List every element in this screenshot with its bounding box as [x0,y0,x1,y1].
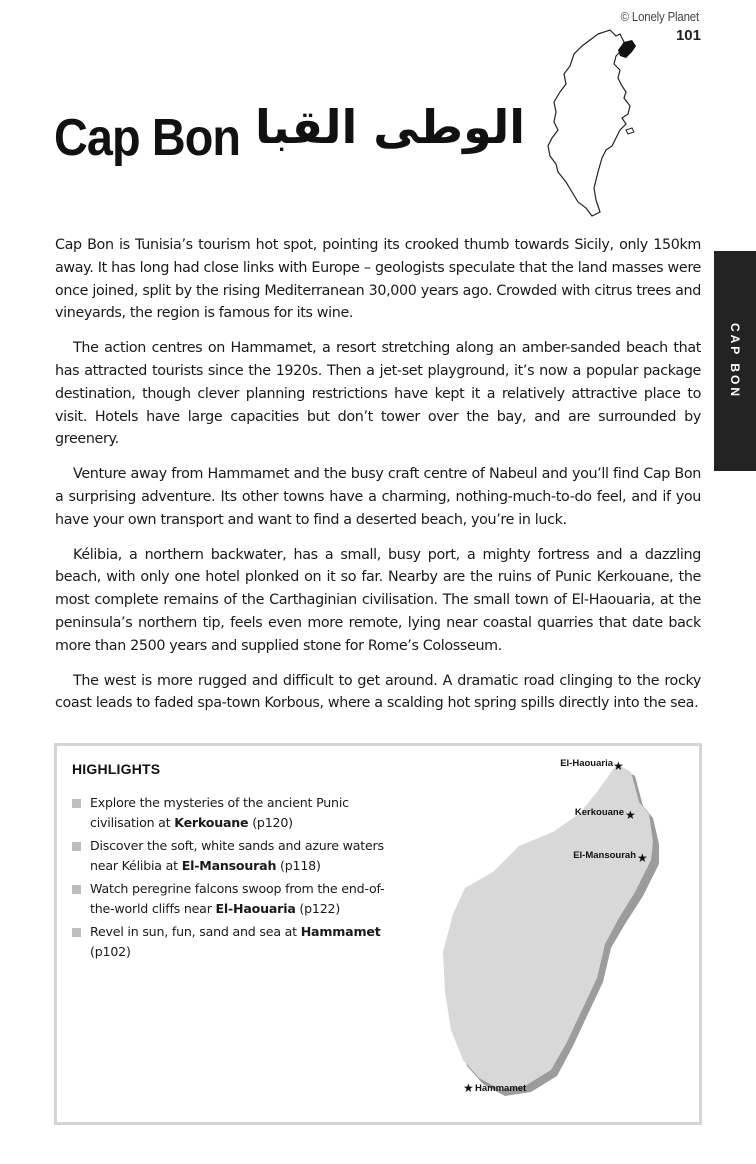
highlight-place: El-Haouaria [215,900,296,916]
label-el-haouaria [560,758,624,773]
bullet-icon [72,842,81,851]
paragraph-1: Cap Bon is Tunisia’s tourism hot spot, pointing its crooked thumb towards Sicily, only 150km away. It has long had close links with Europe – geologists speculate that the land masses were once joined, split by the rising Mediterranean 30,000 years ago. Crowded with citrus trees and vineyards, the region is famous for its wine. [55,237,701,322]
highlight-place: El-Mansourah [181,857,277,873]
side-tab-label: CAP BON [728,322,742,400]
chapter-title-arabic: الوطى القبا [255,100,525,154]
label-hammamet [463,1081,527,1095]
star-icon: ★ [637,851,648,865]
chapter-title: Cap Bon [54,109,241,167]
highlight-item [72,836,392,875]
copyright-notice: © Lonely Planet [620,9,699,24]
paragraph-3: Venture away from Hammamet and the busy craft centre of Nabeul and you’ll find Cap Bon a surprising adventure. Its other towns have a charming, nothing-much-to-do feel, and if you have your own transport and want to find a deserted beach, you’re in luck. [55,466,701,528]
tunisia-outline [548,30,630,216]
paragraph-2: The action centres on Hammamet, a resort stretching along an amber-sanded beach that has attracted tourists since the 1920s. Then a jet-set playground, it’s now a popular package destination, though clever planning restrictions have kept it a relatively attractive place to visit. Hotels have large capacities but don’t tower over the bay, and are surrounded by greenery. [55,340,701,448]
highlight-text: Revel in sun, fun, sand and sea at [90,924,301,939]
star-icon: ★ [613,759,624,773]
map-label-el-haouaria: El-Haouaria [560,758,613,769]
chapter-side-tab [714,251,756,471]
page-number: 101 [675,27,701,44]
highlights-list [72,793,392,965]
highlight-item [72,879,392,918]
bullet-icon [72,799,81,808]
highlight-page-ref: (p122) [295,900,341,916]
map-label-hammamet: Hammamet [475,1083,527,1094]
map-label-kerkouane: Kerkouane [574,807,624,818]
intro-text [55,234,701,727]
map-label-el-mansourah: El-Mansourah [573,850,636,861]
cap-bon-map [397,746,697,1122]
paragraph-5: The west is more rugged and difficult to get around. A dramatic road clinging to the rocky coast leads to faded spa-town Korbous, where a scalding hot spring spills directly into the sea. [55,672,701,712]
highlight-text: Watch peregrine falcons swoop from the end-of-the-world cliffs near [90,881,385,916]
highlight-page-ref: (p102) [90,943,131,959]
star-icon: ★ [625,808,636,822]
highlight-page-ref: (p118) [276,857,321,873]
highlight-place: Kerkouane [174,814,249,830]
highlight-item [72,793,392,832]
star-icon: ★ [463,1081,474,1095]
highlight-text: Explore the mysteries of the ancient Punic civilisation at [90,795,349,830]
bullet-icon [72,928,81,937]
highlight-page-ref: (p120) [248,814,293,830]
djerba-island [626,128,634,134]
bullet-icon [72,885,81,894]
tunisia-locator-map [540,22,652,222]
highlight-place: Hammamet [300,924,381,939]
highlight-item [72,922,392,961]
highlight-text: Discover the soft, white sands and azure waters near Kélibia at [90,838,384,873]
highlights-box [54,743,702,1125]
paragraph-4: Kélibia, a northern backwater, has a small, busy port, a mighty fortress and a dazzling beach, with only one hotel plonked on it so far. Nearby are the ruins of Punic Kerkouane, the most complete remains of the Carthaginian civilisation. The small town of El-Haouaria, at the peninsula’s northern tip, feels even more remote, lying near coastal quarries that date back more than 2500 years and supplied stone for Rome’s Colosseum. [55,546,701,654]
highlights-title: HIGHLIGHTS [72,761,161,777]
